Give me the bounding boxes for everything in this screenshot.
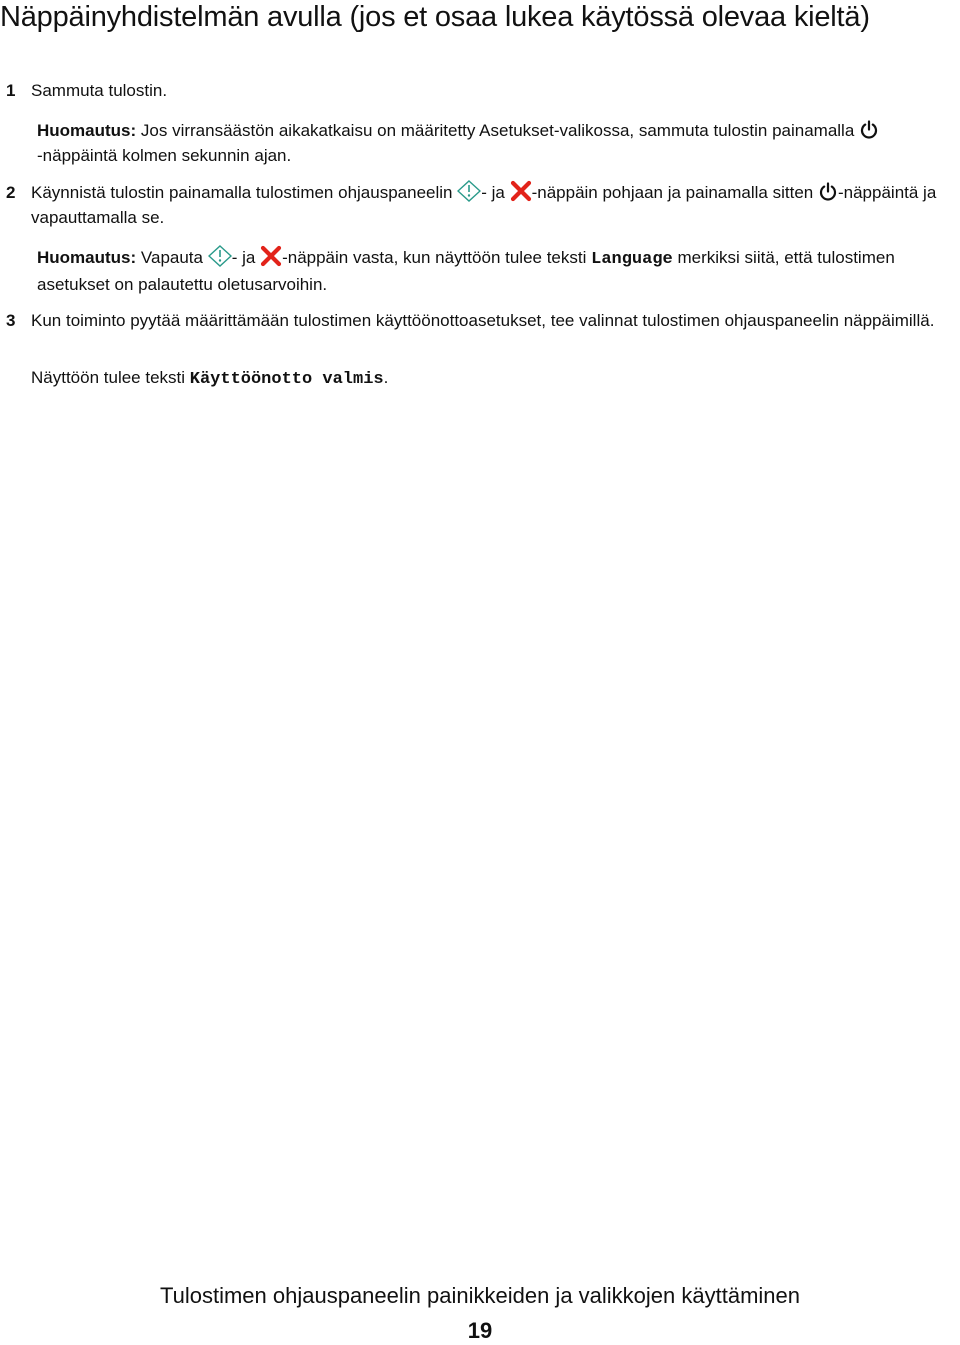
step-3	[0, 308, 945, 333]
step-number: 1	[6, 81, 16, 100]
step-1	[0, 78, 945, 103]
step-text-part: -näppäintä ja vapauttamalla se.	[31, 183, 937, 227]
step-2	[0, 180, 945, 230]
navigation-diamond-icon	[208, 245, 232, 267]
step-text: Sammuta tulostin.	[31, 81, 168, 100]
stop-x-icon	[260, 245, 282, 267]
code-setup-complete: Käyttöönotto valmis	[189, 370, 384, 389]
step-text-part: - ja	[481, 183, 505, 202]
step-3-result	[31, 365, 946, 392]
step-number: 3	[6, 311, 16, 330]
note-label: Huomautus:	[37, 248, 137, 267]
step-text-part: -näppäin pohjaan ja painamalla sitten	[531, 183, 814, 202]
step-text-part: Käynnistä tulostin painamalla tulostimen ohjauspaneelin	[31, 183, 453, 202]
note-2	[37, 245, 952, 297]
page-number: 19	[467, 1318, 493, 1343]
page-title: Näppäinyhdistelmän avulla (jos et osaa lukea käytössä olevaa kieltä)	[0, 1, 870, 33]
note-text: Jos virransäästön aikakatkaisu on määritetty Asetukset-valikossa, sammuta tulostin painamalla	[140, 121, 855, 140]
power-icon	[818, 182, 838, 202]
note-text-part: merkiksi siitä, että tulostimen asetukset on palautettu oletusarvoihin.	[37, 248, 895, 294]
navigation-diamond-icon	[457, 180, 481, 202]
code-language: Language	[591, 250, 673, 269]
step-number: 2	[6, 183, 16, 202]
note-text-continued: -näppäintä kolmen sekunnin ajan.	[37, 146, 292, 165]
note-1	[37, 118, 952, 168]
stop-x-icon	[510, 180, 532, 202]
note-text-part: - ja	[231, 248, 256, 267]
step-text: Kun toiminto pyytää määrittämään tulostimen käyttöönottoasetukset, tee valinnat tulostimen ohjauspaneelin näppäimillä.	[31, 311, 935, 330]
result-text: Näyttöön tulee teksti	[31, 368, 186, 387]
footer-title: Tulostimen ohjauspaneelin painikkeiden ja valikkojen käyttäminen	[159, 1283, 800, 1308]
power-icon	[859, 120, 879, 140]
note-label: Huomautus:	[37, 121, 137, 140]
result-punctuation: .	[383, 368, 389, 387]
note-text-part: -näppäin vasta, kun näyttöön tulee teksti	[282, 248, 587, 267]
step-text	[31, 180, 945, 230]
note-text-part: Vapauta	[140, 248, 203, 267]
